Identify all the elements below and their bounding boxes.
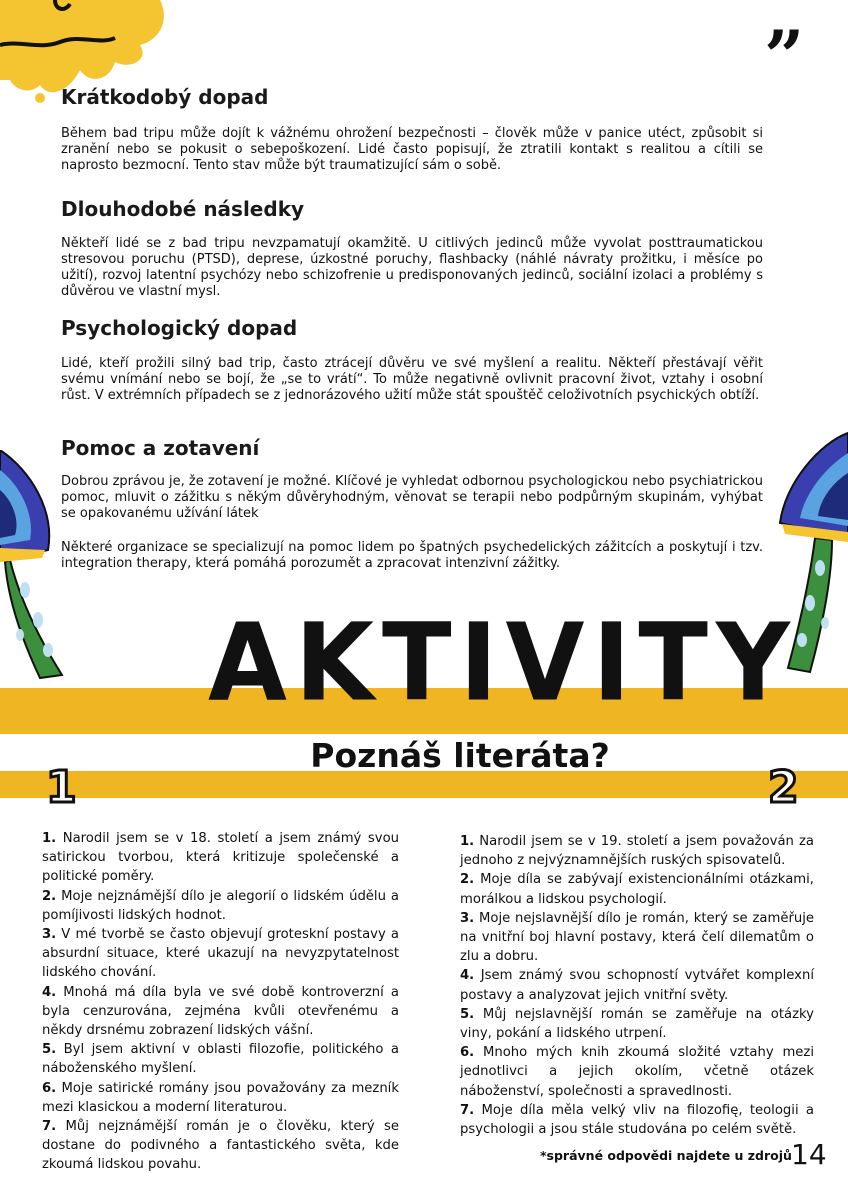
clue-item: 1. Narodil jsem se v 19. století a jsem považován za jednoho z nejvýznamnějších ruských spisovatelů. (460, 834, 814, 869)
paragraph-kratkodoby: Během bad tripu může dojít k vážnému ohrožení bezpečnosti – člověk může v panice utéct, způsobit si zranění nebo se pokusit o sebepoškození. Lidé často popisují, že ztratili kontakt s realitou a cítili se naprosto bezmocní. Tento stav může být traumatizující sám o sobě. (61, 126, 763, 173)
clue-item: 7. Moje díla měla velký vliv na filozofię, teologii a psychologii a jsou stále studována po celém světě. (460, 1102, 814, 1138)
clue-list-2 (460, 832, 814, 1139)
clue-item: 3. Moje nejslavnější dílo je román, který se zaměřuje na vnitřní boj hlavní postavy, která čelí dilematům o zlu a dobru. (460, 910, 814, 965)
paragraph-pomoc: Dobrou zprávou je, že zotavení je možné. Klíčové je vyhledat odbornou psychologickou nebo psychiatrickou pomoc, mluvit o zážitku s někým důvěryhodným, věnovat se terapii nebo podpůrným skupinám, vyhýbat se opakovanému užívání látek (61, 474, 763, 521)
heading-dlouhodobe-nasledky: Dlouhodobé následky (61, 197, 305, 221)
clue-item: 6. Moje satirické romány jsou považovány za mezník mezi klasickou a moderní literaturou. (42, 1080, 399, 1115)
clue-item: 1. Narodil jsem se v 18. století a jsem známý svou satirickou tvorbou, která kritizuje společenské a politické poměry. (42, 831, 399, 885)
clue-item: 4. Mnohá má díla byla ve své době kontroverzní a byla cenzurována, zejména kvůli otevřenému a někdy drsnému zobrazení lidských vášní. (42, 984, 399, 1039)
clue-item: 7. Můj nejznámější román je o člověku, který se dostane do podivného a fantastického světa, kde zkoumá lidskou povahu. (42, 1119, 399, 1173)
clue-item: 5. Můj nejslavnější román se zaměřuje na otázky viny, pokání a lidského utrpení. (460, 1006, 814, 1042)
column-number-2: 2 (768, 762, 799, 813)
clue-item: 6. Mnoho mých knih zkoumá složité vztahy mezi jednotlivci a jejich okolím, včetně otázek náboženství, společnosti a spravedlnosti. (460, 1045, 814, 1099)
clue-list-1 (42, 829, 399, 1175)
paragraph-dlouhodobe: Někteří lidé se z bad tripu nevzpamatují okamžitě. U citlivých jedinců může vyvolat posttraumatickou stresovou poruchu (PTSD), deprese, úzkostné poruchy, flashbacky (náhlé návraty prožitku, i měsíce po užití), rozvoj latentní psychózy nebo schizofrenie u predisponovaných jedinců, sociální izolaci a problémy s důvěrou ve vlastní mysl. (61, 236, 763, 299)
paragraph-psychologicky: Lidé, kteří prožili silný bad trip, často ztrácejí důvěru ve své myšlení a realitu. Někteří přestávají věřit svému vnímání nebo se bojí, že „se to vrátí“. To může negativně ovlivnit pracovní život, vztahy i osobní růst. V extrémních případech se z jednorázového užití může stát spouštěč celoživotních psychických obtíží. (61, 356, 763, 403)
heading-psychologicky-dopad: Psychologický dopad (61, 316, 298, 340)
clue-item: 2. Moje díla se zabývají existencionálními otázkami, morálkou a lidskou psychologií. (460, 872, 814, 907)
activity-title: AKTIVITY (208, 601, 798, 726)
mushroom-left-decoration (0, 450, 75, 680)
page-number: 14 (791, 1138, 827, 1171)
clue-item: 5. Byl jsem aktivní v oblasti filozofie, politického a náboženského myšlení. (42, 1042, 399, 1077)
paragraph-organizace: Některé organizace se specializují na pomoc lidem po špatných psychedelických zážitcích a poskytují i tzv. integration therapy, která pomáhá porozumět a zpracovat intenzivní zážitky. (61, 540, 763, 571)
heading-kratkodoby-dopad: Krátkodobý dopad (61, 85, 269, 109)
clue-item: 2. Moje nejznámější dílo je alegorií o lidském údělu a pomíjivosti lidských hodnot. (42, 888, 399, 923)
footnote: *správné odpovědi najdete u zdrojů (540, 1148, 792, 1163)
clue-item: 4. Jsem známý svou schopností vytvářet komplexní postavy a analyzovat jejich vnitřní světy. (460, 968, 814, 1003)
quote-mark: ” (764, 15, 805, 98)
clue-item: 3. V mé tvorbě se často objevují groteskní postavy a absurdní situace, které ukazují na nevyzpytatelnost lidského chování. (42, 927, 399, 981)
activity-subtitle: Poznáš literáta? (310, 736, 610, 775)
column-number-1: 1 (46, 762, 77, 813)
heading-pomoc-a-zotaveni: Pomoc a zotavení (61, 436, 260, 460)
accent-band-bottom (0, 771, 848, 798)
